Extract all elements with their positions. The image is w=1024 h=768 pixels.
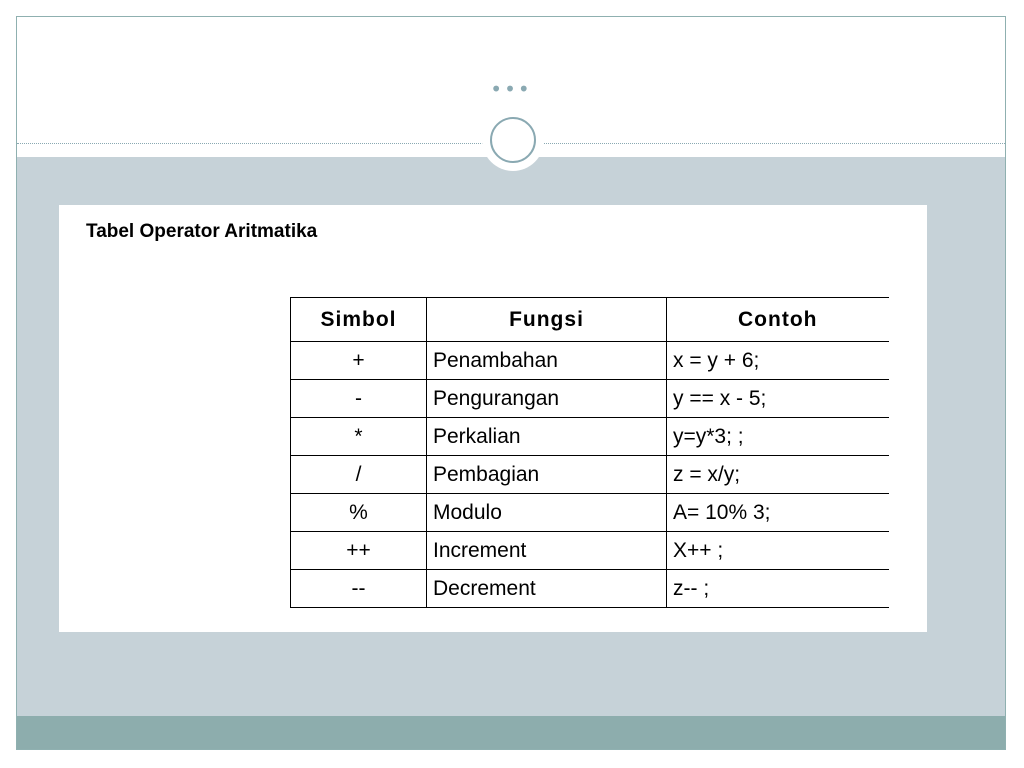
table-row (291, 494, 889, 532)
cell-symbol: - (291, 380, 427, 418)
cell-example: z = x/y; (667, 456, 889, 494)
cell-example: X++ ; (667, 532, 889, 570)
cell-function: Pembagian (427, 456, 667, 494)
cell-function: Decrement (427, 570, 667, 608)
circle-ornament-inner (490, 117, 536, 163)
cell-example: x = y + 6; (667, 342, 889, 380)
table-row (291, 570, 889, 608)
slide (16, 16, 1006, 750)
circle-ornament-icon (482, 109, 544, 171)
cell-function: Penambahan (427, 342, 667, 380)
header-contoh: Contoh (667, 298, 889, 342)
cell-symbol: * (291, 418, 427, 456)
cell-symbol: / (291, 456, 427, 494)
cell-function: Perkalian (427, 418, 667, 456)
cell-example: y == x - 5; (667, 380, 889, 418)
table-row (291, 342, 889, 380)
table-row (291, 418, 889, 456)
table-card (59, 205, 927, 632)
cell-symbol: -- (291, 570, 427, 608)
cell-example: A= 10% 3; (667, 494, 889, 532)
cell-symbol: + (291, 342, 427, 380)
cell-function: Increment (427, 532, 667, 570)
cell-example: y=y*3; ; (667, 418, 889, 456)
table-row (291, 380, 889, 418)
header-simbol: Simbol (291, 298, 427, 342)
table-title: Tabel Operator Aritmatika (86, 221, 318, 242)
table-row (291, 532, 889, 570)
table-row (291, 456, 889, 494)
ellipsis-dots: ••• (490, 77, 532, 101)
cell-example: z-- ; (667, 570, 889, 608)
cell-symbol: % (291, 494, 427, 532)
table-header-row (291, 298, 889, 342)
header-fungsi: Fungsi (427, 298, 667, 342)
cell-function: Pengurangan (427, 380, 667, 418)
cell-symbol: ++ (291, 532, 427, 570)
footer-band (17, 716, 1005, 750)
cell-function: Modulo (427, 494, 667, 532)
operator-table (290, 297, 889, 608)
